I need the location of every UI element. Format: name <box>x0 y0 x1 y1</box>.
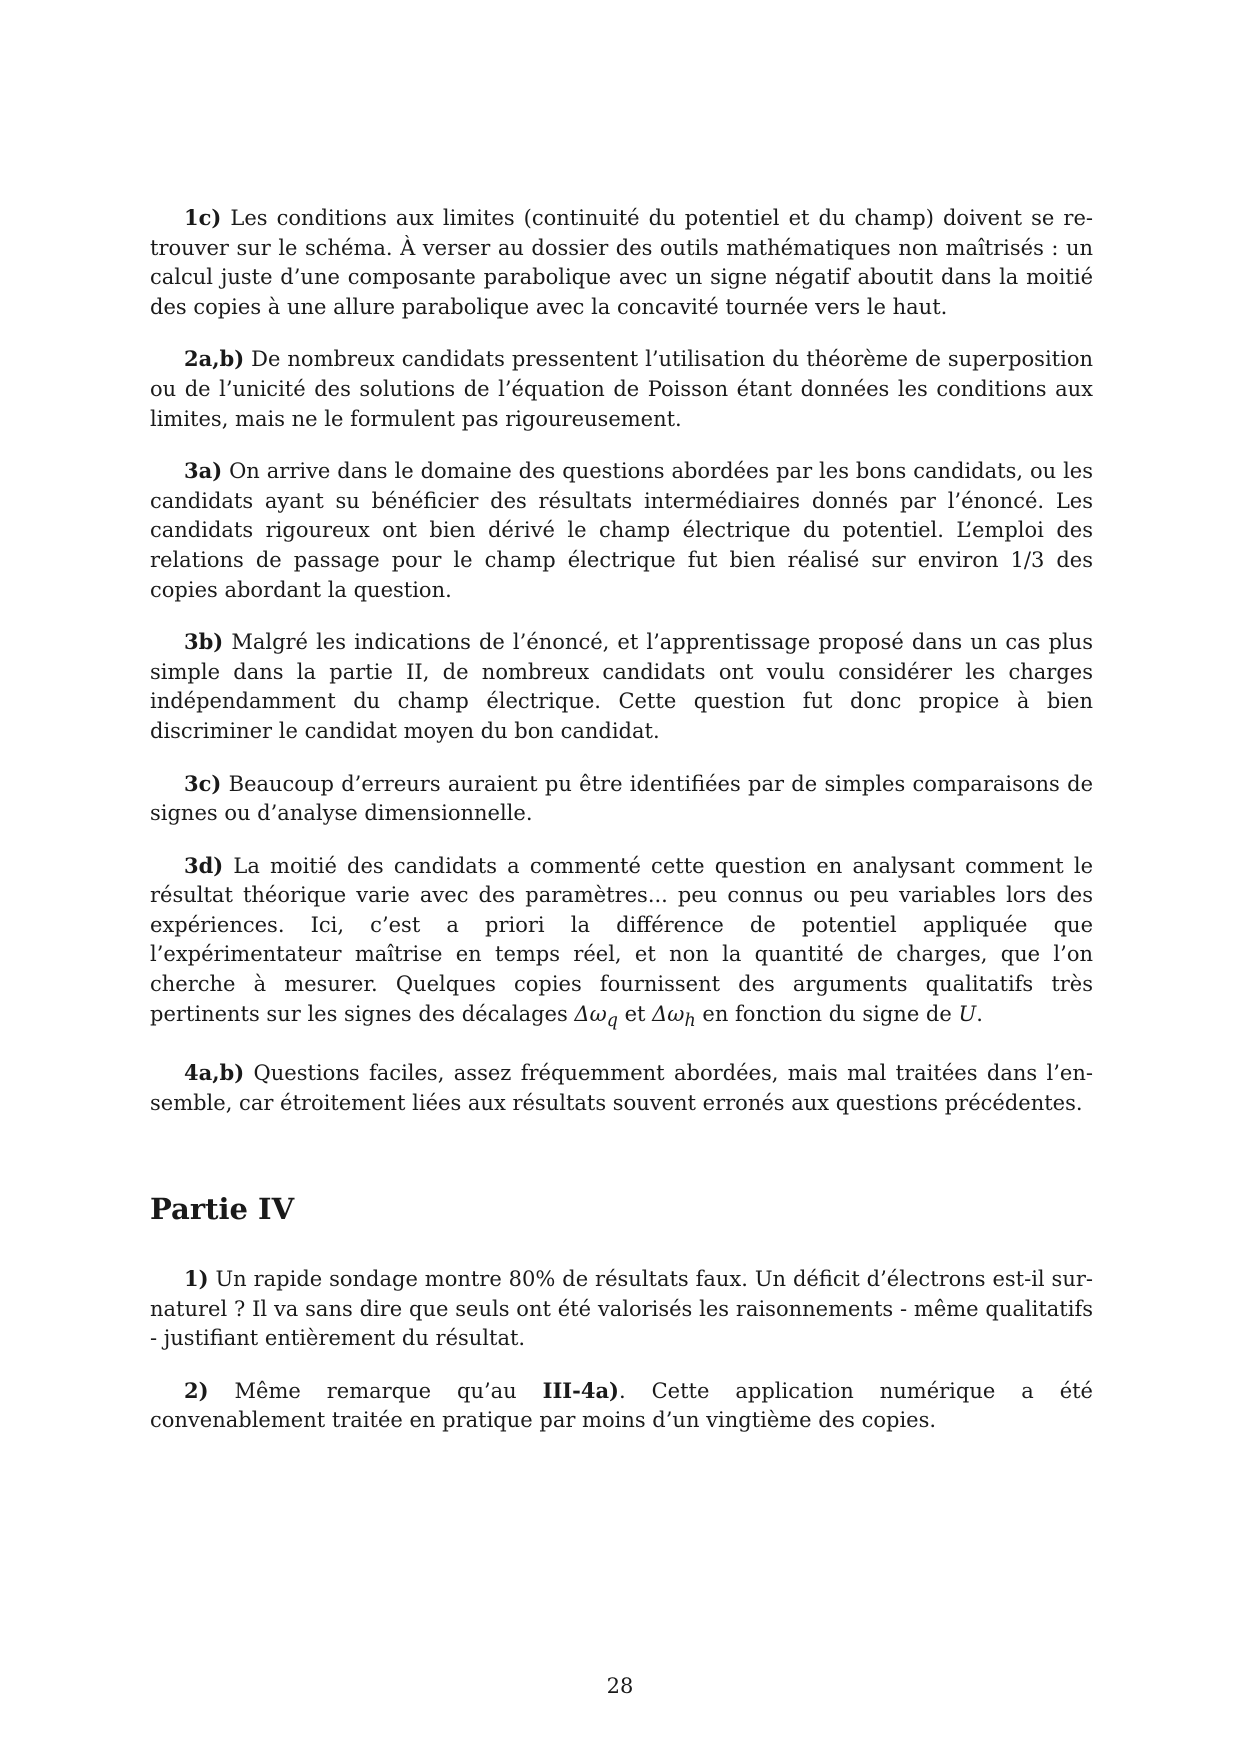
paragraph-text: Beaucoup d’erreurs auraient pu être identifiées par de simples comparaisons de signes ou d’analyse dimensionnelle. <box>150 771 1093 826</box>
paragraph-3a <box>150 456 1093 605</box>
cross-reference: III-4a) <box>542 1377 619 1403</box>
question-label: 1c) <box>184 205 222 230</box>
paragraph-4ab <box>150 1058 1093 1118</box>
delta-omega-h-symbol: $\Delta\omega_h$ <box>652 1001 696 1031</box>
paragraph-text-end: . <box>976 1001 983 1026</box>
paragraph-text: Questions faciles, assez fréquemment abordées, mais mal traitées dans l’ensemble, car étroitement liées aux résultats souvent erronés aux questions précédentes. <box>150 1061 1093 1116</box>
question-label: 1) <box>184 1266 209 1291</box>
paragraph-text-continued: en fonction du signe de <box>695 1001 959 1026</box>
voltage-u-symbol: U <box>958 1001 977 1026</box>
delta-omega-q-symbol: $\Delta\omega_q$ <box>574 1001 618 1031</box>
paragraph-3b <box>150 627 1093 746</box>
page-number: 28 <box>606 1674 634 1698</box>
question-label: 3a) <box>184 458 223 484</box>
paragraph-text-continued: . Cette application numérique a été convenablement traitée en pratique par moins d’un vingtième des copies. <box>150 1378 1093 1433</box>
paragraph-text: De nombreux candidats pressentent l’utilisation du théorème de superposition ou de l’unicité des solutions de l’équation de Poisson étant données les conditions aux limites, mais ne le formulent pas rigoureusement. <box>150 347 1093 431</box>
section-4-body <box>150 1264 1093 1436</box>
section-3-body <box>150 203 1093 1119</box>
paragraph-text: Malgré les indications de l’énoncé, et l’apprentissage proposé dans un cas plus simple dans la partie II, de nombreux candidats ont voulu considérer les charges indépendamment du champ électrique. Cette question fut donc propice à bien discriminer le candidat moyen du bon candidat. <box>150 630 1093 743</box>
question-label: 3c) <box>184 770 222 796</box>
paragraph-iv-1 <box>150 1264 1093 1354</box>
paragraph-iv-2 <box>150 1376 1093 1436</box>
paragraph-1c <box>150 203 1093 322</box>
paragraph-text: La moitié des candidats a commenté cette question en analysant comment le résultat théorique varie avec des paramètres... peu connus ou peu variables lors des expériences. Ici, c’est a priori la différence de potentiel appliquée que l’expérimentateur maîtrise en temps réel, et non la quantité de charges, que l’on cherche à mesurer. Quelques copies fournissent des arguments qualitatifs très pertinents sur les signes des décalages <box>150 853 1093 1026</box>
paragraph-2ab <box>150 344 1093 434</box>
paragraph-text: On arrive dans le domaine des questions abordées par les bons candidats, ou les candidats ayant su bénéficier des résultats intermédiaires donnés par l’énoncé. Les candidats rigoureux ont bien dérivé le champ électrique du potentiel. L’emploi des relations de passage pour le champ électrique fut bien réalisé sur environ 1/3 des copies abordant la question. <box>150 459 1093 602</box>
question-label: 3b) <box>184 629 224 655</box>
question-label: 4a,b) <box>184 1060 245 1086</box>
section-title-partie-iv: Partie IV <box>150 1192 295 1226</box>
question-label: 2) <box>184 1377 209 1403</box>
paragraph-text: Même remarque qu’au <box>208 1378 543 1403</box>
paragraph-text-connector: et <box>617 1001 653 1026</box>
paragraph-text: Un rapide sondage montre 80% de résultats faux. Un déficit d’électrons est-il surnaturel ? Il va sans dire que seuls ont été valorisés les raisonnements - même qualitatifs - justifiant entièrement du résultat. <box>150 1267 1093 1351</box>
paragraph-3c <box>150 769 1093 829</box>
paragraph-3d <box>150 851 1093 1037</box>
question-label: 2a,b) <box>184 346 245 372</box>
paragraph-text: Les conditions aux limites (continuité du potentiel et du champ) doivent se retrouver sur le schéma. À verser au dossier des outils mathématiques non maîtrisés : un calcul juste d’une composante parabolique avec un signe négatif aboutit dans la moitié des copies à une allure parabolique avec la concavité tournée vers le haut. <box>150 206 1093 319</box>
question-label: 3d) <box>184 852 224 878</box>
